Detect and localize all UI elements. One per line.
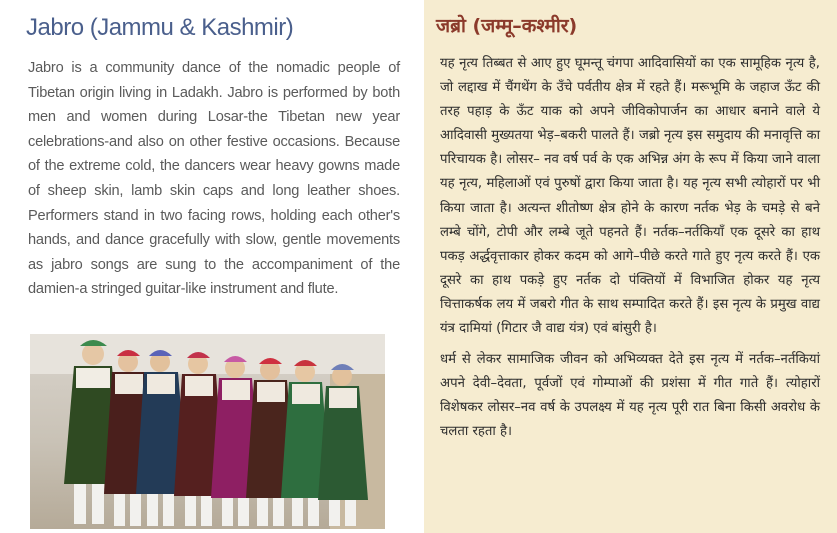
english-body-text: Jabro is a community dance of the nomadic people of Tibetan origin living in Ladakh. Jabro is performed by both men and women during Losar-the Tibetan new year celebrations-and also on other festive occasions. Because of the extreme cold, the dancers wear heavy gowns made of sheep skin, lamb skin caps and long leather shoes. Performers stand in two facing rows, holding each other's hands, and dance gracefully with slow, gentle movements as jabro songs are sung to the accompaniment of the damien-a stringed guitar-like instrument and flute. — [28, 60, 400, 298]
hindi-title: जब्रो (जम्मू–कश्मीर) — [436, 15, 578, 37]
hindi-body — [440, 52, 820, 452]
hindi-paragraph-2: धर्म से लेकर सामाजिक जीवन को अभिव्यक्त देते इस नृत्य में नर्तक–नर्तकियां अपने देवी–देवता, पूर्वजों एवं गोम्पाओं की प्रशंसा में गीत गाते हैं। त्योहारों विशेषकर लोसर–नव वर्ष के उपलक्ष्य में यह नृत्य पूरी रात बिना किसी अवरोध के चलता रहता है। — [440, 352, 821, 440]
jabro-dancers-photo — [30, 334, 385, 529]
hindi-paragraph-1: यह नृत्य तिब्बत से आए हुए घूमन्तू चंगपा आदिवासियों का एक सामूहिक नृत्य है, जो लद्दाख में चैंगथेंग के उँचे पर्वतीय क्षेत्र में रहते हैं। मरूभूमि के जहाज ऊँट की तरह पहाड़ के ऊँट याक को अपने जीविकोपार्जन का आधार बनाने वाले ये आदिवासी मुख्यतया भेड़–बकरी पालते हैं। जब्रो नृत्य इस समुदाय की मनावृत्ति का परिचायक है। लोसर– नव वर्ष पर्व के एक अभिन्न अंग के रूप में किया जाने वाला यह नृत्य, महिलाओं एवं पुरुषों द्वारा किया जाता है। यह नृत्य सभी त्योहारों पर भी किया जाता है। अत्यन्त शीतोष्ण क्षेत्र होने के कारण नर्तक भेड़ के चमड़े से बने लम्बे चोंगे, टोपी और लम्बे जूते पहनते हैं। नर्तक–नर्तकियाँ एक दूसरे का हाथ पकड़ अर्द्धवृत्ताकार होकर कदम को आगे–पीछे करते गाते हुए नृत्य करते हैं। एक दूसरे का हाथ पकड़े हुए नर्तक दो पंक्तियों में विभाजित होकर यह नृत्य चित्ताकर्षक लय में जबरो गीत के साथ सम्पादित करते हैं। इस नृत्य के प्रमुख वाद्य यंत्र दामियां (गिटार जै वाद्य यंत्र) एवं बांसुरी है। — [440, 56, 820, 337]
english-title: Jabro (Jammu & Kashmir) — [26, 14, 294, 41]
